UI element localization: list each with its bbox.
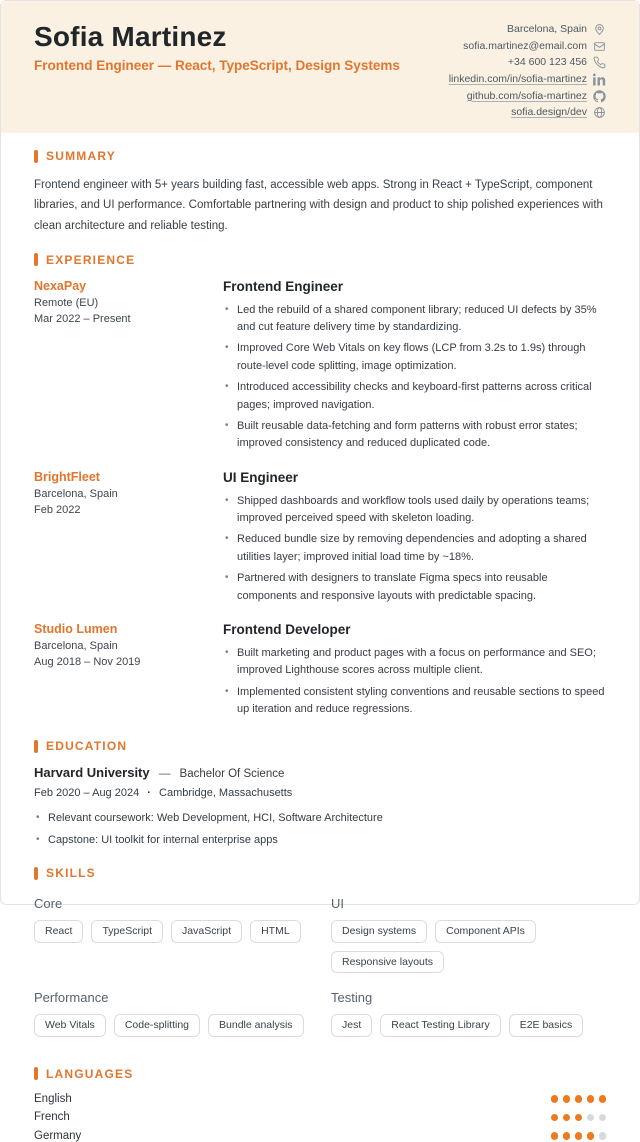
skill-chip: E2E basics [509,1014,584,1037]
resume-body [1,133,639,1142]
contact-email-label: sofia.martinez@email.com [463,39,587,52]
language-row [34,1130,606,1142]
language-name: Germany [34,1129,82,1142]
role-title: Frontend Engineer [223,278,344,294]
experience-entry-meta [34,622,223,723]
skill-chip: Bundle analysis [208,1014,304,1037]
education-dates: Feb 2020 – Aug 2024 [34,787,140,800]
contact-phone-label: +34 600 123 456 [507,56,587,69]
dot-separator: · [147,787,151,800]
location-pin-icon [593,23,606,36]
skill-chip: Web Vitals [34,1014,106,1037]
company-location: Remote (EU) [34,296,99,309]
language-level-dots [551,1132,607,1140]
phone-icon [593,56,606,69]
level-dot-icon [563,1114,571,1122]
language-name: French [34,1111,70,1124]
skills-grid [34,892,606,1050]
skill-group-label: Performance [34,990,109,1006]
skill-chip: Code-splitting [114,1014,200,1037]
contact-linkedin-link[interactable] [449,73,606,86]
role-title: UI Engineer [223,469,299,485]
skill-group-label: Testing [331,990,373,1006]
bullet-item: • Implemented consistent styling conventions and reusable sections to speed up iteration and reduce regressions. [223,684,606,719]
language-level-dots [551,1114,607,1122]
candidate-headline: Frontend Engineer — React, TypeScript, Design Systems [34,58,400,74]
education-location: Cambridge, Massachusetts [159,787,293,800]
level-dot-icon [551,1114,559,1122]
skill-group-testing [331,986,606,1050]
summary-title: SUMMARY [46,149,116,164]
experience-section-heading [34,253,606,267]
languages-title: LANGUAGES [46,1066,134,1081]
bullet-item: • Capstone: UI toolkit for internal enterprise apps [34,832,606,849]
contact-email [463,40,606,53]
company-location: Barcelona, Spain [34,639,118,652]
level-dot-icon [575,1132,583,1140]
candidate-name: Sofia Martinez [34,21,227,52]
language-row [34,1111,606,1123]
skill-chip: React Testing Library [380,1014,500,1037]
skill-chip-row [331,920,606,973]
accent-bar-icon [34,253,38,266]
skill-group-label: Core [34,896,63,912]
bullet-item: • Improved Core Web Vitals on key flows (LCP from 3.2s to 1.9s) through route-level code splitting, image optimization. [223,340,606,375]
experience-entry-detail [223,279,606,457]
level-dot-icon [563,1095,571,1103]
bullet-item: • Partnered with designers to translate Figma specs into reusable components and responsive layouts with predictable spacing. [223,570,606,605]
experience-entry [34,470,606,609]
linkedin-icon [593,73,606,86]
languages-list [34,1093,606,1142]
bullet-item: • Relevant coursework: Web Development, HCI, Software Architecture [34,810,606,827]
contact-phone [508,56,606,69]
contact-location-label: Barcelona, Spain [507,23,587,35]
accent-bar-icon [34,150,38,163]
skill-chip-row [34,920,309,943]
bullet-item: • Led the rebuild of a shared component library; reduced UI defects by 35% and cut feature delivery time by standardizing. [223,302,606,337]
language-level-dots [551,1095,607,1103]
experience-entry-detail [223,470,606,609]
education-bullets [34,810,606,849]
employment-dates: Mar 2022 – Present [34,312,131,325]
education-section-heading [34,739,606,753]
level-dot-icon [587,1132,595,1140]
skill-chip-row [331,1014,606,1037]
contact-location [507,23,606,36]
level-dot-icon [599,1132,607,1140]
level-dot-icon [599,1114,607,1122]
contact-linkedin-label: linkedin.com/in/sofia-martinez [448,72,587,85]
level-dot-icon [575,1095,583,1103]
experience-entry [34,279,606,457]
contact-website-link[interactable] [511,106,606,119]
skill-chip: TypeScript [91,920,163,943]
globe-icon [593,106,606,119]
skill-chip: Responsive layouts [331,951,444,974]
contact-github-link[interactable] [467,90,606,103]
skill-chip: Component APIs [435,920,536,943]
language-row [34,1093,606,1105]
school-name: Harvard University [34,765,150,781]
role-title: Frontend Developer [223,621,351,637]
dash-separator: — [158,768,171,781]
level-dot-icon [575,1114,583,1122]
bullet-item: • Shipped dashboards and workflow tools used daily by operations teams; improved perceived speed with skeleton loading. [223,493,606,528]
bullet-item: • Built reusable data-fetching and form patterns with robust error states; improved consistency and reduced duplicated code. [223,418,606,453]
skill-chip: HTML [250,920,301,943]
resume-header [1,1,639,133]
bullet-item: • Introduced accessibility checks and keyboard-first patterns across critical pages; improved navigation. [223,379,606,414]
employment-dates: Feb 2022 [34,503,81,516]
accent-bar-icon [34,740,38,753]
identity-block [34,21,400,73]
level-dot-icon [551,1132,559,1140]
education-degree-line [34,765,606,780]
skill-group-core [34,892,309,986]
envelope-icon [593,40,606,53]
accent-bar-icon [34,1067,38,1080]
bullet-item: • Built marketing and product pages with a focus on performance and SEO; improved Lighthouse scores across multiple client. [223,645,606,680]
skill-chip: Design systems [331,920,427,943]
accent-bar-icon [34,867,38,880]
experience-title: EXPERIENCE [46,252,136,267]
language-name: English [34,1092,72,1105]
role-bullets [223,493,606,605]
education-title: EDUCATION [46,739,128,754]
degree-name: Bachelor Of Science [179,768,285,781]
skill-chip: Jest [331,1014,372,1037]
contact-list [449,21,606,119]
skill-chip: React [34,920,83,943]
company-name: Studio Lumen [34,621,118,636]
skills-title: SKILLS [46,866,96,881]
skill-group-ui [331,892,606,986]
experience-entry-detail [223,622,606,723]
role-bullets [223,302,606,453]
skill-group-label: UI [331,896,344,912]
level-dot-icon [587,1114,595,1122]
skill-chip: JavaScript [171,920,242,943]
github-icon [593,90,606,103]
skills-section-heading [34,866,606,880]
summary-section-heading [34,149,606,163]
company-name: BrightFleet [34,469,100,484]
company-location: Barcelona, Spain [34,487,118,500]
contact-github-label: github.com/sofia-martinez [466,89,587,102]
role-bullets [223,645,606,719]
experience-entry-meta [34,279,223,457]
experience-entry [34,622,606,723]
skill-group-performance [34,986,309,1050]
level-dot-icon [551,1095,559,1103]
company-name: NexaPay [34,278,87,293]
languages-section-heading [34,1067,606,1081]
summary-text: Frontend engineer with 5+ years building fast, accessible web apps. Strong in React + TypeScript, component libraries, and UI performance. Comfortable partnering with design and product to ship polished experiences with clean architecture and reliable testing. [34,179,603,232]
skill-chip-row [34,1014,309,1037]
level-dot-icon [587,1095,595,1103]
bullet-item: • Reduced bundle size by removing dependencies and adopting a shared utilities layer; improved initial load time by ~18%. [223,531,606,566]
education-meta-line [34,787,606,799]
contact-website-label: sofia.design/dev [511,106,587,119]
experience-entry-meta [34,470,223,609]
level-dot-icon [599,1095,607,1103]
employment-dates: Aug 2018 – Nov 2019 [34,655,141,668]
level-dot-icon [563,1132,571,1140]
